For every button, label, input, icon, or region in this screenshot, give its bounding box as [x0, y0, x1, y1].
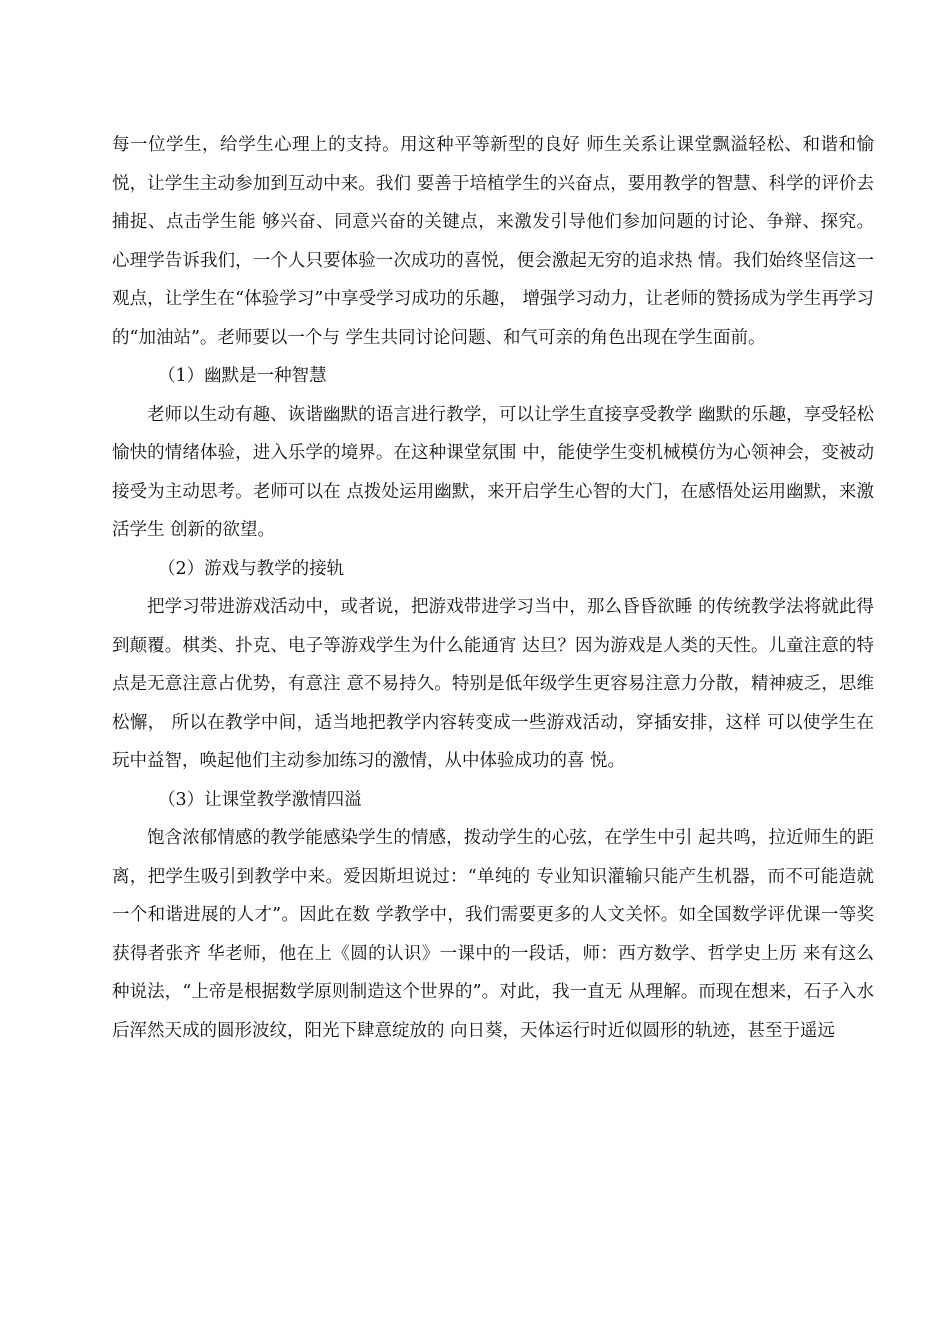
body-paragraph-1: 每一位学生，给学生心理上的支持。用这种平等新型的良好 师生关系让课堂飘溢轻松、和谐和愉悦，让学生主动参加到互动中来。我们 要善于培植学生的兴奋点，要用教学的智慧、科学的评价去捕捉、点击学生能 够兴奋、同意兴奋的关键点，来激发引导他们参加问题的讨论、争辩、探究。 心理学告诉我们，一个人只要体验一次成功的喜悦，便会激起无穷的追求热 情。我们始终坚信这一观点，让学生在“体验学习”中享受学习成功的乐趣， 增强学习动力，让老师的赞扬成为学生再学习的“加油站”。老师要以一个与 学生共同讨论问题、和气可亲的角色出现在学生面前。 [112, 135, 874, 348]
body-paragraph-4: 饱含浓郁情感的教学能感染学生的情感，拨动学生的心弦，在学生中引 起共鸣，拉近师生的距离，把学生吸引到教学中来。爱因斯坦说过：“单纯的 专业知识灌输只能产生机器，而不可能造就一个和谐进展的人才”。因此在数 学教学中，我们需要更多的人文关怀。如全国数学评优课一等奖获得者张齐 华老师，他在上《圆的认识》一课中的一段话，师：西方数学、哲学史上历 来有这么种说法，“上帝是根据数学原则制造这个世界的”。对此，我一直无 从理解。而现在想来，石子入水后浑然天成的圆形波纹，阳光下肆意绽放的 向日葵，天体运行时近似圆形的轨迹，甚至于遥远 [112, 828, 874, 1041]
section-heading-humor: （1）幽默是一种智慧 [158, 366, 327, 386]
section-heading-passion: （3）让课堂教学激情四溢 [158, 789, 362, 810]
body-paragraph-2: 老师以生动有趣、诙谐幽默的语言进行教学，可以让学生直接享受教学 幽默的乐趣，享受轻松愉快的情绪体验，进入乐学的境界。在这种课堂氛围 中，能使学生变机械模仿为心领神会，变被动接受为主动思考。老师可以在 点拨处运用幽默，来开启学生心智的大门，在感悟处运用幽默，来激活学生 创新的欲望。 [112, 404, 874, 540]
document-page [112, 126, 874, 1050]
section-heading-games: （2）游戏与教学的接轨 [158, 558, 345, 579]
body-paragraph-3: 把学习带进游戏活动中，或者说，把游戏带进学习当中，那么昏昏欲睡 的传统教学法将就此得到颠覆。棋类、扑克、电子等游戏学生为什么能通宵 达旦？因为游戏是人类的天性。儿童注意的特点是无意注意占优势，有意注 意不易持久。特别是低年级学生更容易注意力分散，精神疲乏，思维松懈， 所以在教学中间，适当地把教学内容转变成一些游戏活动，穿插安排，这样 可以使学生在玩中益智，唤起他们主动参加练习的激情，从中体验成功的喜 悦。 [112, 597, 874, 771]
